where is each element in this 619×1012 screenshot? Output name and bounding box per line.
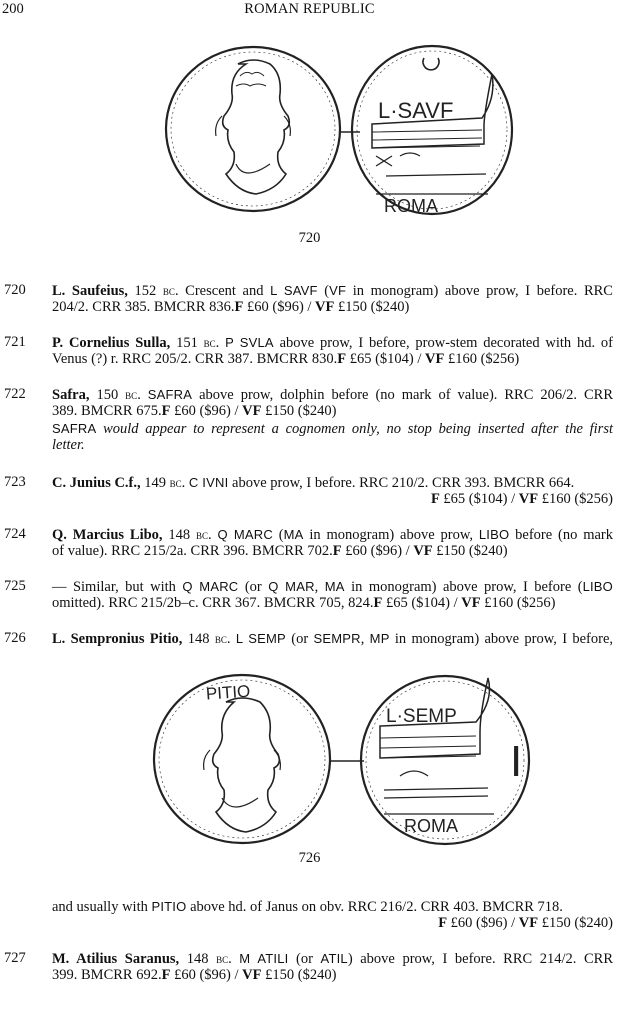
coin-figure-720 [0,36,619,226]
coin-legend: L SAVF [270,283,318,298]
entry-body [52,578,613,612]
grade-f: F [438,915,448,931]
coin-legend: Q MARC [217,527,273,542]
entry-references: 389. BMCRR 675. [52,403,162,419]
era-label: bc [125,387,138,402]
entry-line [52,403,613,420]
entry-references: Venus (?) r. RRC 205/2. CRR 387. BMCRR 830. [52,351,338,367]
entry-body [52,334,613,368]
price-line [333,543,508,559]
entry-line [52,950,613,967]
price-line [52,915,613,932]
price-f: £65 ($104) / [382,595,462,611]
grade-f: F [373,595,383,611]
coin-legend: MP [369,631,390,646]
entry-body [52,950,613,984]
price-line [373,595,555,611]
price-vf: £150 ($240) [261,967,337,983]
entry-text: ) above prow, I before. RRC 214/2. CRR [347,951,613,967]
page-number: 200 [2,1,24,17]
entry-text: . [137,387,148,403]
entry-text: in monogram) above prow, I before ( [344,579,583,595]
coin-legend: SAFRA [52,421,97,436]
entry-body [52,282,613,316]
coin-legend: PITIO [151,899,187,914]
entry-line [52,526,613,543]
coin-figure-726 [0,664,619,846]
price-f: £60 ($96) / [447,915,519,931]
price-f: £65 ($104) / [346,351,425,367]
grade-vf: VF [242,967,262,983]
grade-vf: VF [242,403,262,419]
entry-text: in monogram) above prow, [303,527,479,543]
era-label: bc [196,527,209,542]
entry-line [52,898,613,915]
price-line [235,299,410,315]
grade-vf: VF [518,915,539,931]
coin-legend: P SVLA [225,335,274,350]
entry-number: 726 [4,630,26,646]
price-line [337,351,519,367]
entry-text: in monogram) above prow, I before. RRC [346,283,613,299]
coin-illustration-726 [0,664,619,846]
coin-legend: M ATILI [239,951,289,966]
coin-reverse-prow [352,46,512,214]
entry-text: (or [285,631,314,647]
entry-line [52,282,613,299]
moneyer-name: M. Atilius Saranus, [52,951,180,967]
grade-f: F [161,403,171,419]
running-head: ROMAN REPUBLIC [244,1,375,17]
entry-date: 148 [179,951,217,967]
entry-number: 721 [4,334,26,350]
coin-legend: MA [283,527,304,542]
reverse-exergue: ROMA [404,816,458,836]
entry-text: above prow, I before. RRC 210/2. CRR 393. BMCRR 664. [228,475,575,491]
grade-vf: VF [425,351,445,367]
price-vf: £160 ($256) [444,351,520,367]
price-f: £60 ($96) / [341,543,414,559]
moneyer-name: P. Cornelius Sulla, [52,335,171,351]
entry-line [52,578,613,595]
entry-references: 399. BMCRR 692. [52,967,162,983]
coin-legend: L SEMP [235,631,286,646]
entry-text: above prow, I before, prow-stem decorated with hd. of [273,335,614,351]
entry-text: before (no mark [509,527,614,543]
entry-note: letter. [52,437,85,453]
era-label: bc [203,335,216,350]
entry-body [52,386,613,454]
grade-vf: VF [518,491,539,507]
price-vf: £150 ($240) [432,543,508,559]
price-line [52,491,613,508]
entry-text: (or [288,951,321,967]
entry-number: 727 [4,950,26,966]
entry-text: — Similar, but with [52,579,183,595]
value-mark: I [510,737,523,786]
entry-number: 720 [4,282,26,298]
entry-number: 725 [4,578,26,594]
entry-date: 150 [89,387,126,403]
entry-text: . Crescent and [174,283,271,299]
price-line [162,403,337,419]
coin-legend: LIBO [582,579,613,594]
era-label: bc [162,283,175,298]
entry-text: above hd. of Janus on obv. RRC 216/2. CRR 403. BMCRR 718. [186,899,563,915]
era-label: bc [169,475,182,490]
entry-text: . [226,631,236,647]
entry-text: and usually with [52,899,152,915]
coin-legend: VF [329,283,347,298]
entry-text: , [314,579,325,595]
entry-date: 149 [140,475,170,491]
coin-illustration-720 [0,36,619,226]
reverse-legend: L·SAVF [378,98,454,123]
page-header [0,0,619,20]
figure-caption-726: 726 [298,850,321,866]
reverse-legend: L·SEMP [386,706,457,727]
moneyer-name: C. Junius C.f., [52,475,141,491]
grade-vf: VF [461,595,481,611]
entry-line [52,967,613,984]
grade-f: F [161,967,171,983]
entry-text: (or [238,579,269,595]
entry-text: ( [272,527,284,543]
entry-text: . [181,475,189,491]
coin-obverse-janus [166,47,340,211]
price-vf: £160 ($256) [480,595,556,611]
entry-note: would appear to represent a cognomen only, no stop being inserted after the first [96,421,613,437]
price-vf: £150 ($240) [538,915,613,931]
entry-line [52,299,613,316]
entry-text: . [208,527,218,543]
coin-legend: MA [324,579,345,594]
entry-line [52,386,613,403]
entry-number: 724 [4,526,26,542]
reverse-exergue: ROMA [384,196,438,216]
era-label: bc [216,951,229,966]
entry-line [52,351,613,368]
entry-text: ( [317,283,330,299]
entry-body [52,474,613,508]
entry-note-line [52,437,613,454]
entry-line [52,543,613,560]
entry-line [52,630,613,647]
coin-legend: Q MARC [182,579,239,594]
entry-date: 151 [170,335,204,351]
coin-legend: SAFRA [147,387,193,402]
coin-legend: LIBO [478,527,510,542]
entry-line [52,474,613,491]
entry-text: . [215,335,226,351]
entry-date: 152 [127,283,163,299]
moneyer-name: Safra, [52,387,90,403]
era-label: bc [214,631,227,646]
grade-f: F [337,351,347,367]
entry-line [52,595,613,612]
moneyer-name: L. Sempronius Pitio, [52,631,183,647]
grade-f: F [234,299,244,315]
entry-references: 204/2. CRR 385. BMCRR 836. [52,299,235,315]
price-vf: £160 ($256) [538,491,613,507]
price-f: £60 ($96) / [170,403,243,419]
coin-legend: C IVNI [188,475,229,490]
entry-text: above prow, dolphin before (no mark of value). RRC 206/2. CRR [192,387,614,403]
entry-text: , [360,631,370,647]
coin-legend: SEMPR [313,631,361,646]
entry-text: in monogram) above prow, I before, [389,631,614,647]
grade-vf: VF [315,299,335,315]
entry-references: omitted). RRC 215/2b–c. CRR 367. BMCRR 705, 824. [52,595,374,611]
price-vf: £150 ($240) [261,403,337,419]
entry-number: 723 [4,474,26,490]
coin-legend: ATIL [320,951,348,966]
price-f: £60 ($96) / [170,967,243,983]
catalogue-entry-726-continued [52,898,613,932]
moneyer-name: L. Saufeius, [52,283,128,299]
entry-date: 148 [182,631,215,647]
grade-f: F [430,491,440,507]
grade-vf: VF [413,543,433,559]
coin-legend: Q MAR [268,579,315,594]
entry-text: . [228,951,240,967]
moneyer-name: Q. Marcius Libo, [52,527,163,543]
price-f: £60 ($96) / [243,299,316,315]
obverse-legend: PITIO [205,681,251,704]
price-line [162,967,337,983]
entry-body [52,630,613,647]
price-vf: £150 ($240) [334,299,410,315]
entry-note-line [52,420,613,437]
price-f: £65 ($104) / [439,491,519,507]
entry-references: of value). RRC 215/2a. CRR 396. BMCRR 702. [52,543,333,559]
entry-date: 148 [162,527,197,543]
grade-f: F [332,543,342,559]
entry-line [52,334,613,351]
entry-body [52,526,613,560]
figure-caption-720: 720 [298,230,321,246]
entry-number: 722 [4,386,26,402]
